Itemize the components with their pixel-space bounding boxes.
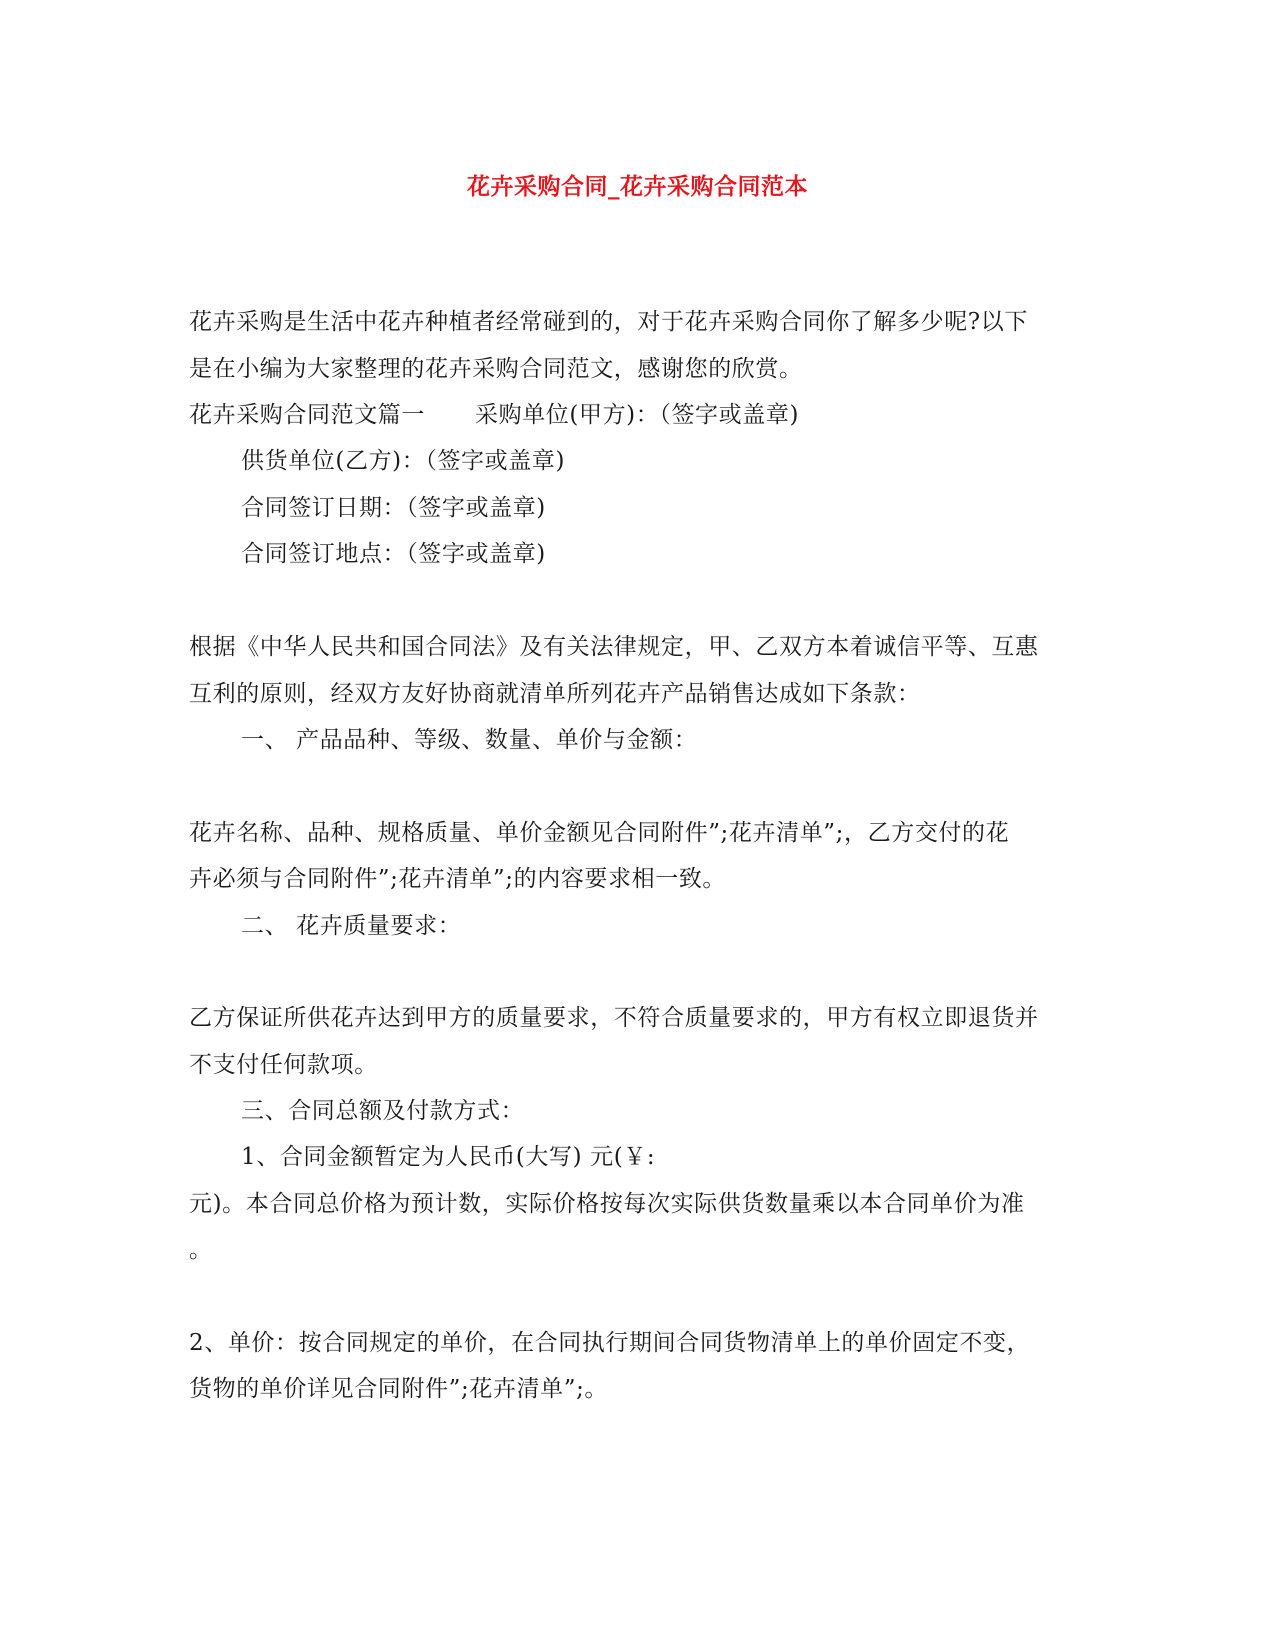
basis-paragraph-line: 根据《中华人民共和国合同法》及有关法律规定，甲、乙双方本着诚信平等、互惠	[189, 634, 1039, 660]
section-paragraph-line: 花卉名称、品种、规格质量、单价金额见合同附件”;花卉清单”;，乙方交付的花	[189, 820, 1010, 846]
document-title: 花卉采购合同_花卉采购合同范本	[467, 173, 808, 200]
sample-heading-row	[189, 396, 799, 429]
buyer-line: 采购单位(甲方)：（签字或盖章)	[475, 402, 800, 428]
clause-line: 元)。本合同总价格为预计数，实际价格按每次实际供货数量乘以本合同单价为准	[189, 1191, 1025, 1217]
basis-paragraph-line: 互利的原则，经双方友好协商就清单所列花卉产品销售达成如下条款：	[189, 681, 921, 707]
sign-place-line: 合同签订地点：（签字或盖章)	[241, 541, 546, 567]
section-heading: 二、 花卉质量要求：	[241, 913, 462, 939]
section-heading: 一、 产品品种、等级、数量、单价与金额：	[241, 727, 698, 753]
clause-line: 1、合同金额暂定为人民币(大写) 元(￥:	[241, 1144, 656, 1170]
clause-line: 。	[189, 1237, 213, 1263]
sign-date-line: 合同签订日期：（签字或盖章)	[241, 495, 546, 521]
clause-line: 2、单价：按合同规定的单价，在合同执行期间合同货物清单上的单价固定不变，	[189, 1330, 1031, 1356]
section-paragraph-line: 卉必须与合同附件”;花卉清单”;的内容要求相一致。	[189, 866, 727, 892]
intro-paragraph-line: 是在小编为大家整理的花卉采购合同范文，感谢您的欣赏。	[189, 356, 803, 382]
section-paragraph-line: 乙方保证所供花卉达到甲方的质量要求，不符合质量要求的，甲方有权立即退货并	[189, 1005, 1039, 1031]
intro-paragraph-line: 花卉采购是生活中花卉种植者经常碰到的，对于花卉采购合同你了解多少呢?以下	[189, 309, 1028, 335]
sample-heading: 花卉采购合同范文篇一	[189, 402, 425, 428]
supplier-line: 供货单位(乙方)：（签字或盖章)	[241, 448, 566, 474]
clause-line: 货物的单价详见合同附件”;花卉清单”;。	[189, 1376, 609, 1402]
section-heading: 三、合同总额及付款方式：	[241, 1098, 525, 1124]
section-paragraph-line: 不支付任何款项。	[189, 1052, 378, 1078]
